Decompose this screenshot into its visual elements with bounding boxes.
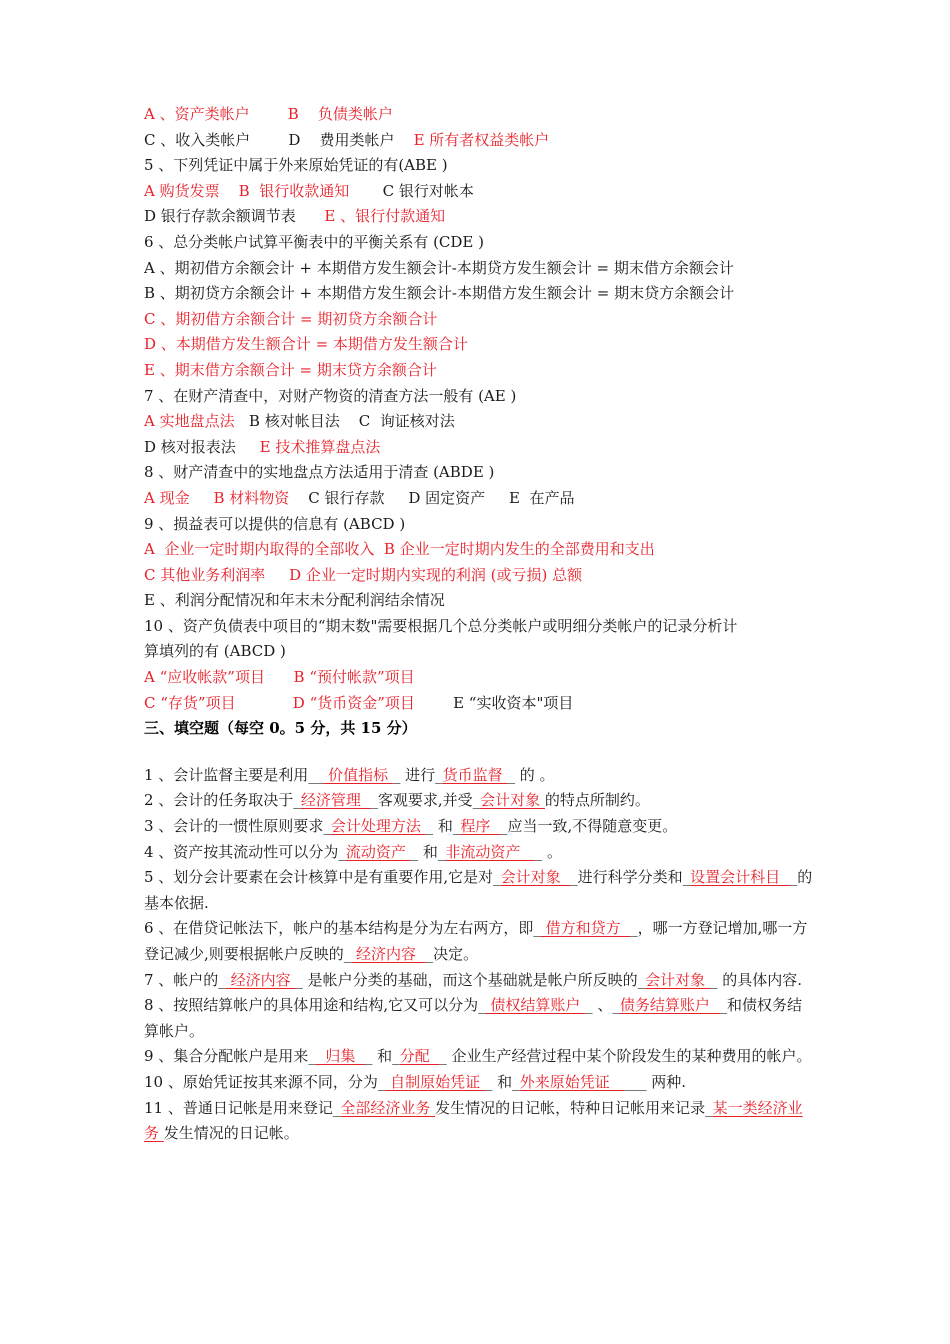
answer-text: E 、期末借方余额合计 = 期末贷方余额合计 — [144, 360, 437, 379]
item-text: _的基本依据. — [144, 868, 813, 912]
blank-answer: 会计处理方法 — [330, 817, 426, 836]
question-line — [144, 179, 814, 205]
blank-answer: 分配 — [399, 1047, 440, 1066]
answer-text: C “存货”项目 D “货币资金”项目 — [144, 693, 415, 712]
item-text: _应当一致,不得随意变更。 — [499, 817, 678, 836]
item-text: _客观要求,并受_ — [370, 791, 481, 810]
item-text: 8 、按照结算帐户的具体用途和结构,它又可以分为_ — [144, 996, 486, 1015]
fill-in-item — [144, 763, 814, 789]
fill-in-item — [144, 1044, 814, 1070]
blank-answer: 经济内容 — [225, 970, 296, 989]
item-text: _ 和_ — [425, 817, 461, 836]
item-text: 5 、划分会计要素在会计核算中是有重要作用,它是对_ — [144, 868, 501, 887]
item-text: _ 的 。 — [507, 765, 555, 784]
answer-text: A 购货发票 B 银行收款通知 — [144, 181, 350, 200]
answer-text: A “应收帐款”项目 B “预付帐款”项目 — [144, 668, 415, 687]
document-page — [144, 102, 814, 1147]
question-text: 10 、资产负债表中项目的“期末数"需要根据几个总分类帐户或明细分类帐户的记录分析计 — [144, 616, 738, 635]
item-text: _ 。 — [534, 842, 562, 861]
question-line — [144, 614, 814, 640]
blank-answer: 债务结算账户 — [619, 996, 720, 1015]
blank-answer: 设置会计科目 — [690, 868, 790, 887]
question-line — [144, 537, 814, 563]
fill-in-item — [144, 840, 814, 866]
blank-answer: 会计对象 — [645, 970, 710, 989]
blank-answer: 债权结算账户 — [485, 996, 586, 1015]
item-text: 4 、资产按其流动性可以分为_ — [144, 842, 346, 861]
question-line — [144, 102, 814, 128]
item-text: 3 、会计的一惯性原则要求_ — [144, 817, 331, 836]
answer-text: A 、资产类帐户 B 负债类帐户 — [144, 105, 393, 123]
item-text: 发生情况的日记帐。 — [163, 1124, 299, 1143]
question-line — [144, 307, 814, 333]
item-text: 10 、原始凭证按其来源不同，分为_ — [144, 1072, 386, 1091]
question-line — [144, 256, 814, 282]
blank-answer: 外来原始凭证 — [519, 1072, 624, 1091]
question-line — [144, 563, 814, 589]
question-line — [144, 358, 814, 384]
answer-text: A 实地盘点法 — [144, 412, 235, 431]
item-text: _和债权务结算帐户。 — [144, 996, 802, 1040]
question-text: 8 、财产清查中的实地盘点方法适用于清查 (ABDE ) — [144, 463, 495, 482]
fill-in-section — [144, 763, 814, 1147]
question-line — [144, 588, 814, 614]
fill-in-item — [144, 916, 814, 967]
question-text: E “实收资本"项目 — [414, 693, 574, 712]
question-text: 9 、损益表可以提供的信息有 (ABCD ) — [144, 514, 406, 533]
question-text: 6 、总分类帐户试算平衡表中的平衡关系有 (CDE ) — [144, 232, 485, 251]
item-text: 2 、会计的任务取决于_ — [144, 791, 301, 810]
question-line — [144, 512, 814, 538]
item-text: 的特点所制约。 — [544, 791, 650, 810]
blank-answer: 借方和贷方 — [540, 919, 631, 938]
question-text: D 银行存款余额调节表 — [144, 207, 325, 226]
answer-text: A 企业一定时期内取得的全部收入 B 企业一定时期内发生的全部费用和支出 — [144, 540, 655, 559]
answer-text: E 、银行付款通知 — [324, 207, 446, 226]
question-line — [144, 384, 814, 410]
item-text: _ 和_ — [484, 1072, 520, 1091]
fill-in-item — [144, 968, 814, 994]
question-line — [144, 435, 814, 461]
question-line — [144, 665, 814, 691]
item-text: 6 、在借贷记帐法下，帐户的基本结构是分为左右两方，即_ — [144, 919, 541, 938]
multiple-choice-section — [144, 102, 814, 716]
question-line — [144, 691, 814, 717]
blank-answer: 全部经济业务 — [340, 1098, 436, 1117]
blank-answer: 会计对象 — [480, 791, 545, 810]
item-text: 9 、集合分配帐户是用来_ — [144, 1047, 316, 1066]
answer-text: A 现金 B 材料物资 — [144, 488, 290, 507]
item-text: _ 、_ — [585, 996, 620, 1015]
blank-answer: 某一类经济业务 — [144, 1098, 803, 1143]
item-text: _ 是帐户分类的基础，而这个基础就是帐户所反映的_ — [295, 970, 646, 989]
blank-answer: 程序 — [460, 817, 500, 836]
question-text: C 银行对帐本 — [349, 181, 474, 200]
fill-in-item — [144, 814, 814, 840]
item-text: _，哪一方登记增加,哪一方登记减少,则要根据帐户反映的_ — [144, 919, 808, 963]
section-title: 三、填空题（每空 0。5 分，共 15 分） — [144, 719, 417, 738]
blank-answer: 货币监督 — [442, 765, 508, 784]
question-line — [144, 460, 814, 486]
question-line — [144, 332, 814, 358]
question-line — [144, 204, 814, 230]
question-line — [144, 409, 814, 435]
question-line — [144, 486, 814, 512]
fill-in-item — [144, 788, 814, 814]
question-line — [144, 230, 814, 256]
question-line — [144, 639, 814, 665]
item-text: _进行科学分类和_ — [570, 868, 691, 887]
fill-in-item — [144, 865, 814, 916]
question-line — [144, 281, 814, 307]
item-text: _ 和_ — [410, 842, 446, 861]
question-line — [144, 153, 814, 179]
item-text: 11 、普通日记帐是用来登记_ — [144, 1098, 341, 1117]
blank-answer: 流动资产 — [345, 842, 411, 861]
item-text: _ 进行_ — [392, 765, 443, 784]
question-text: B 核对帐目法 C 询证核对法 — [234, 412, 455, 431]
question-text: E 、利润分配情况和年末未分配利润结余情况 — [144, 591, 445, 610]
question-text: 5 、下列凭证中属于外来原始凭证的有(ABE ) — [144, 156, 448, 175]
item-text: ___ 两种. — [624, 1072, 687, 1091]
blank-answer: 非流动资产 — [445, 842, 535, 861]
blank-answer: 自制原始凭证 — [385, 1072, 485, 1091]
item-text: _决定。 — [425, 945, 479, 963]
blank-answer: 经济管理 — [300, 791, 371, 810]
question-text: C 银行存款 D 固定资产 E 在产品 — [289, 488, 575, 507]
item-text: _ 的具体内容. — [709, 970, 802, 989]
question-text: B 、期初贷方余额会计 + 本期借方发生额会计-本期借方发生额会计 = 期末贷方余额会计 — [144, 284, 735, 303]
item-text: _ 企业生产经营过程中某个阶段发生的某种费用的帐户。 — [439, 1047, 812, 1066]
answer-text: E 所有者权益类帐户 — [413, 130, 550, 149]
blank-answer: 归集 — [315, 1047, 365, 1066]
blank-answer: 价值指标 — [323, 765, 393, 784]
fill-in-item — [144, 993, 814, 1044]
question-line — [144, 128, 814, 154]
item-text: 7 、帐户的_ — [144, 970, 226, 989]
blank-answer: 经济内容 — [351, 945, 426, 963]
question-text: 算填列的有 (ABCD ) — [144, 642, 286, 661]
question-text: D 核对报表法 — [144, 437, 260, 456]
question-text: 7 、在财产清查中，对财产物资的清查方法一般有 (AE ) — [144, 386, 517, 405]
answer-text: D 、本期借方发生额合计 = 本期借方发生额合计 — [144, 335, 468, 354]
fill-in-item — [144, 1096, 814, 1147]
item-text: 发生情况的日记帐，特种日记帐用来记录_ — [435, 1098, 713, 1117]
item-text: 1 、会计监督主要是利用__ — [144, 765, 324, 784]
blank-answer: 会计对象 — [500, 868, 571, 887]
answer-text: E 技术推算盘点法 — [259, 437, 381, 456]
question-text: A 、期初借方余额会计 + 本期借方发生额会计-本期贷方发生额会计 = 期末借方余额会计 — [144, 258, 734, 277]
fill-in-item — [144, 1070, 814, 1096]
item-text: _ 和_ — [364, 1047, 400, 1066]
answer-text: C 、期初借方余额合计 = 期初贷方余额合计 — [144, 309, 438, 328]
question-text: C 、收入类帐户 D 费用类帐户 — [144, 130, 414, 149]
answer-text: C 其他业务利润率 D 企业一定时期内实现的利润 (或亏损) 总额 — [144, 565, 583, 584]
